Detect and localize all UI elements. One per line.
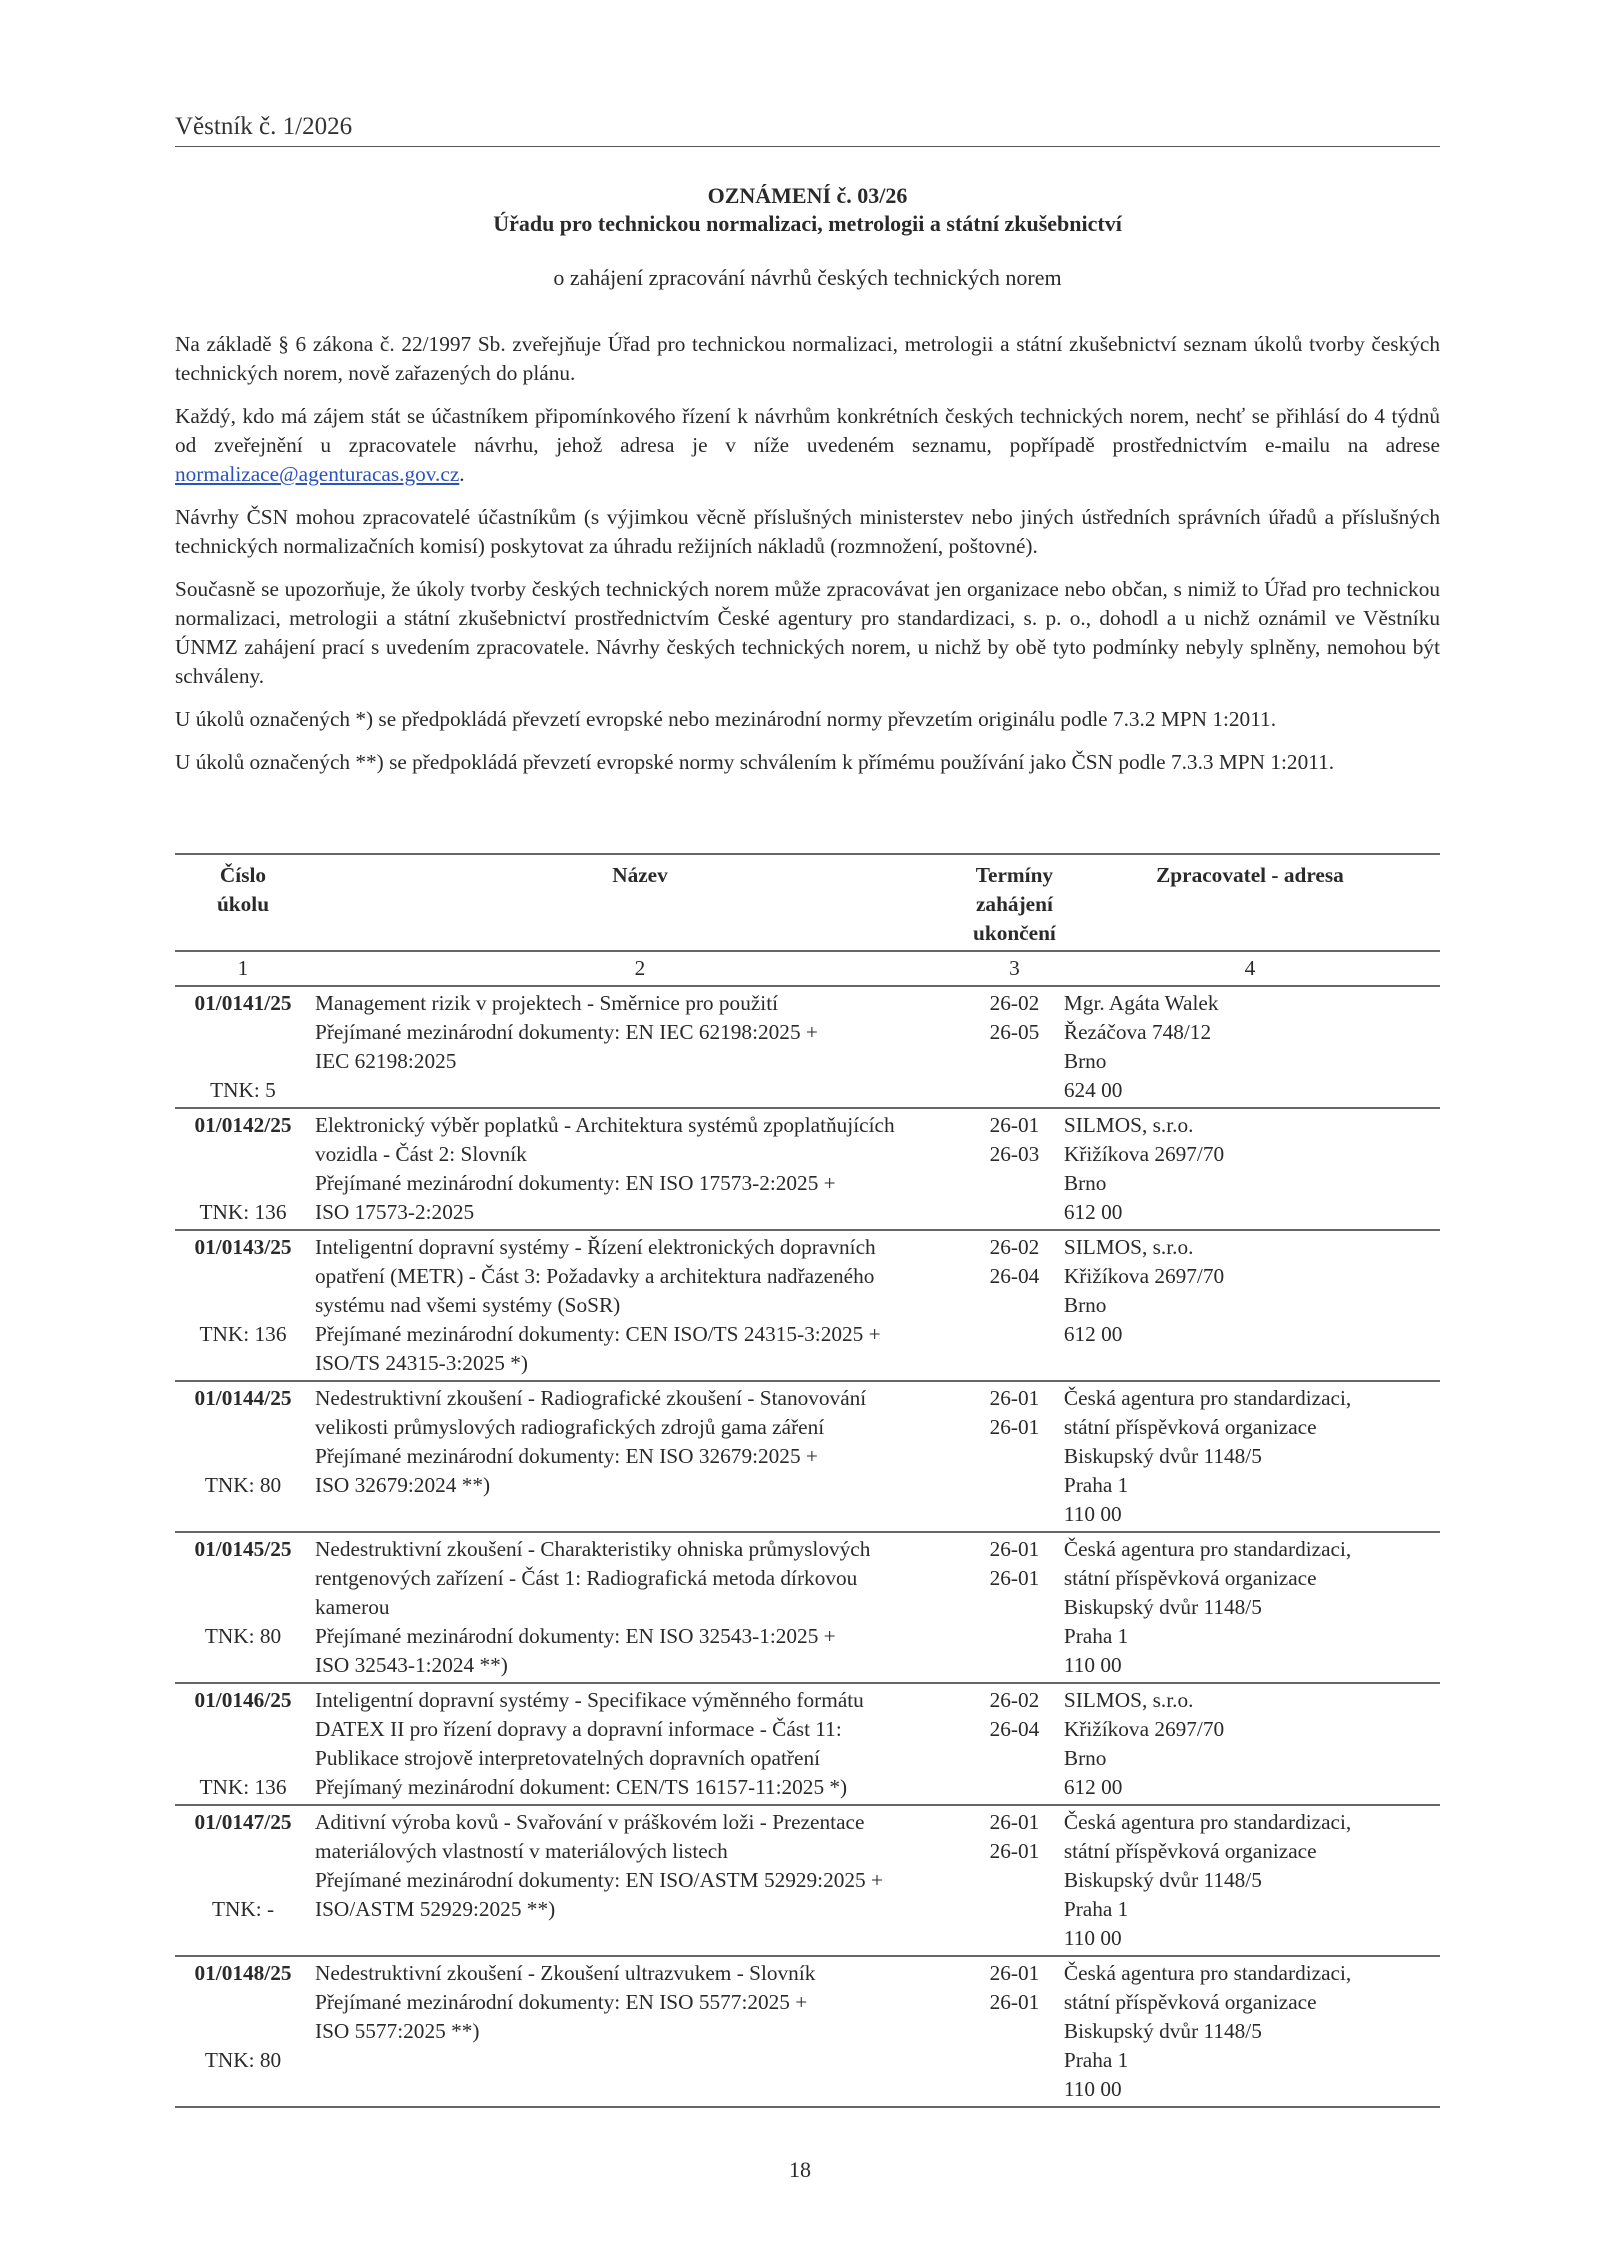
spacer <box>179 1837 307 1866</box>
task-name-line: Aditivní výroba kovů - Svařování v práškovém loži - Prezentace <box>315 1810 865 1834</box>
issuer-title: Úřadu pro technickou normalizaci, metrologii a státní zkušebnictví <box>493 211 1122 236</box>
header-task-number-line: Číslo <box>219 863 267 887</box>
task-name-line: Nedestruktivní zkoušení - Zkoušení ultrazvukem - Slovník <box>315 1961 816 1985</box>
tasks-table <box>175 853 1440 2108</box>
email-link[interactable]: normalizace@agenturacas.gov.cz <box>175 462 460 486</box>
task-name-line: ISO 32679:2024 **) <box>315 1473 491 1497</box>
address-line: Křižíkova 2697/70 <box>1063 1264 1225 1288</box>
end-date: 26-01 <box>989 1990 1040 2014</box>
processor-address-cell <box>1060 1956 1440 2107</box>
paragraph-legal-basis: Na základě § 6 zákona č. 22/1997 Sb. zveřejňuje Úřad pro technickou normalizaci, metrologii a státní zkušebnictví seznam úkolů tvorby českých technických norem, nově zařazených do plánu. <box>175 332 1440 385</box>
address-line: Česká agentura pro standardizaci, <box>1063 1386 1352 1410</box>
task-name-line: Nedestruktivní zkoušení - Charakteristiky ohniska průmyslových <box>315 1537 871 1561</box>
title-block <box>175 182 1440 292</box>
address-line: státní příspěvková organizace <box>1063 1990 1317 2014</box>
paragraph-fees: Návrhy ČSN mohou zpracovatelé účastníkům (s výjimkou věcně příslušných ministerstev nebo jiných ústředních správních úřadů a příslušných technických normalizačních komisí) poskytovat za úhradu režijních nákladů (rozmnožení, poštovné). <box>175 505 1440 558</box>
header-name: Název <box>612 863 668 887</box>
tnk-label: TNK: 80 <box>204 2048 282 2072</box>
task-name-cell <box>311 986 969 1108</box>
address-line: 110 00 <box>1063 1653 1122 1677</box>
body-text <box>175 330 1440 791</box>
end-date: 26-04 <box>989 1264 1040 1288</box>
task-name-line: rentgenových zařízení - Část 1: Radiografická metoda dírkovou <box>315 1566 858 1590</box>
spacer <box>179 1866 307 1895</box>
task-dates-cell <box>969 1683 1060 1805</box>
address-line: státní příspěvková organizace <box>1063 1415 1317 1439</box>
address-line: 110 00 <box>1063 2077 1122 2101</box>
address-line: státní příspěvková organizace <box>1063 1839 1317 1863</box>
address-line: Česká agentura pro standardizaci, <box>1063 1961 1352 1985</box>
tnk-label: TNK: - <box>211 1897 275 1921</box>
address-line: Brno <box>1063 1746 1107 1770</box>
table-row <box>175 1805 1440 1956</box>
address-line: Křižíkova 2697/70 <box>1063 1717 1225 1741</box>
paragraph-participation-end: . <box>459 462 465 486</box>
end-date: 26-01 <box>989 1839 1040 1863</box>
task-name-line: DATEX II pro řízení dopravy a dopravní informace - Část 11: <box>315 1717 842 1741</box>
page-number: 18 <box>789 2157 811 2182</box>
start-date: 26-01 <box>989 1386 1040 1410</box>
announcement-title: OZNÁMENÍ č. 03/26 <box>707 183 908 208</box>
paragraph-footnote-single-star: U úkolů označených *) se předpokládá převzetí evropské nebo mezinárodní normy převzetím originálu podle 7.3.2 MPN 1:2011. <box>175 707 1277 731</box>
paragraph-participation-text: Každý, kdo má zájem stát se účastníkem připomínkového řízení k návrhům konkrétních českých technických norem, nechť se přihlásí do 4 týdnů od zveřejnění u zpracovatele návrhu, jehož adresa je v níže uvedeném seznamu, popřípadě prostřednictvím e-mailu na adrese <box>175 404 1440 457</box>
task-name-line: Publikace strojově interpretovatelných dopravních opatření <box>315 1746 821 1770</box>
task-name-line: kamerou <box>315 1595 390 1619</box>
task-dates-cell <box>969 1230 1060 1381</box>
task-name-line: opatření (METR) - Část 3: Požadavky a architektura nadřazeného <box>315 1264 875 1288</box>
tasks-table-wrapper <box>175 853 1440 2108</box>
processor-address-cell <box>1060 986 1440 1108</box>
column-number: 1 <box>237 956 249 980</box>
address-line: Praha 1 <box>1063 1624 1129 1648</box>
table-header-row <box>175 854 1440 951</box>
task-name-line: Přejímaný mezinárodní dokument: CEN/TS 16157-11:2025 *) <box>315 1775 848 1799</box>
table-row <box>175 986 1440 1108</box>
spacer <box>179 1442 307 1471</box>
task-number-cell <box>175 1683 311 1805</box>
spacer <box>179 1169 307 1198</box>
tnk-label: TNK: 136 <box>199 1322 287 1346</box>
table-body <box>175 986 1440 2107</box>
table-row <box>175 1532 1440 1683</box>
address-line: 110 00 <box>1063 1502 1122 1526</box>
address-line: Biskupský dvůr 1148/5 <box>1063 1444 1262 1468</box>
task-name-line: ISO 5577:2025 **) <box>315 2019 480 2043</box>
address-line: Praha 1 <box>1063 1473 1129 1497</box>
task-name-cell <box>311 1805 969 1956</box>
address-line: 624 00 <box>1063 1078 1123 1102</box>
address-line: Křižíkova 2697/70 <box>1063 1142 1225 1166</box>
task-name-cell <box>311 1956 969 2107</box>
task-name-cell <box>311 1230 969 1381</box>
spacer <box>179 2017 307 2046</box>
column-number: 4 <box>1244 956 1256 980</box>
task-number-cell <box>175 1532 311 1683</box>
header-processor-address: Zpracovatel - adresa <box>1156 863 1344 887</box>
end-date: 26-01 <box>989 1415 1040 1439</box>
address-line: Biskupský dvůr 1148/5 <box>1063 1868 1262 1892</box>
spacer <box>179 1291 307 1320</box>
spacer <box>179 1018 307 1047</box>
spacer <box>179 1140 307 1169</box>
task-name-line: IEC 62198:2025 <box>315 1049 457 1073</box>
address-line: státní příspěvková organizace <box>1063 1566 1317 1590</box>
start-date: 26-01 <box>989 1537 1040 1561</box>
task-name-line: Inteligentní dopravní systémy - Specifikace výměnného formátu <box>315 1688 864 1712</box>
start-date: 26-02 <box>989 1688 1040 1712</box>
table-row <box>175 1108 1440 1230</box>
address-line: SILMOS, s.r.o. <box>1063 1235 1194 1259</box>
task-name-line: Přejímané mezinárodní dokumenty: EN ISO 5577:2025 + <box>315 1990 808 2014</box>
address-line: Praha 1 <box>1063 2048 1129 2072</box>
address-line: Česká agentura pro standardizaci, <box>1063 1537 1352 1561</box>
address-line: 612 00 <box>1063 1775 1123 1799</box>
spacer <box>179 1564 307 1593</box>
paragraph-footnote-double-star: U úkolů označených **) se předpokládá převzetí evropské normy schválením k přímému používání jako ČSN podle 7.3.3 MPN 1:2011. <box>175 750 1335 774</box>
task-name-line: Přejímané mezinárodní dokumenty: CEN ISO/TS 24315-3:2025 + <box>315 1322 881 1346</box>
task-name-cell <box>311 1532 969 1683</box>
task-id: 01/0147/25 <box>194 1810 292 1834</box>
address-line: 612 00 <box>1063 1200 1123 1224</box>
column-number: 2 <box>634 956 646 980</box>
address-line: Česká agentura pro standardizaci, <box>1063 1810 1352 1834</box>
task-id: 01/0148/25 <box>194 1961 292 1985</box>
address-line: Biskupský dvůr 1148/5 <box>1063 2019 1262 2043</box>
address-line: Mgr. Agáta Walek <box>1063 991 1219 1015</box>
processor-address-cell <box>1060 1230 1440 1381</box>
address-line: SILMOS, s.r.o. <box>1063 1688 1194 1712</box>
address-line: Biskupský dvůr 1148/5 <box>1063 1595 1262 1619</box>
task-id: 01/0146/25 <box>194 1688 292 1712</box>
task-name-line: Přejímané mezinárodní dokumenty: EN ISO 32679:2025 + <box>315 1444 818 1468</box>
address-line: Řezáčova 748/12 <box>1063 1020 1212 1044</box>
task-name-line: Přejímané mezinárodní dokumenty: EN IEC 62198:2025 + <box>315 1020 818 1044</box>
processor-address-cell <box>1060 1805 1440 1956</box>
task-name-line: Nedestruktivní zkoušení - Radiografické zkoušení - Stanovování <box>315 1386 867 1410</box>
processor-address-cell <box>1060 1532 1440 1683</box>
task-name-line: systému nad všemi systémy (SoSR) <box>315 1293 621 1317</box>
task-id: 01/0145/25 <box>194 1537 292 1561</box>
task-name-line: vozidla - Část 2: Slovník <box>315 1142 527 1166</box>
header-task-number <box>175 854 311 951</box>
address-line: Praha 1 <box>1063 1897 1129 1921</box>
task-name-line: Management rizik v projektech - Směrnice pro použití <box>315 991 779 1015</box>
start-date: 26-01 <box>989 1961 1040 1985</box>
task-number-cell <box>175 1956 311 2107</box>
task-name-cell <box>311 1381 969 1532</box>
end-date: 26-05 <box>989 1020 1040 1044</box>
paragraph-participation <box>175 402 1440 489</box>
end-date: 26-04 <box>989 1717 1040 1741</box>
header-dates <box>969 854 1060 951</box>
task-name-line: ISO 32543-1:2024 **) <box>315 1653 508 1677</box>
table-row <box>175 1230 1440 1381</box>
task-number-cell <box>175 1805 311 1956</box>
task-dates-cell <box>969 1956 1060 2107</box>
task-name-line: Přejímané mezinárodní dokumenty: EN ISO 32543-1:2025 + <box>315 1624 836 1648</box>
task-name-line: Přejímané mezinárodní dokumenty: EN ISO/ASTM 52929:2025 + <box>315 1868 884 1892</box>
tnk-label: TNK: 80 <box>204 1624 282 1648</box>
task-name-line: ISO/TS 24315-3:2025 *) <box>315 1351 528 1375</box>
task-name-cell <box>311 1683 969 1805</box>
task-name-line: Inteligentní dopravní systémy - Řízení elektronických dopravních <box>315 1235 876 1259</box>
spacer <box>179 1047 307 1076</box>
running-header: Věstník č. 1/2026 <box>175 112 1440 147</box>
task-dates-cell <box>969 1108 1060 1230</box>
task-dates-cell <box>969 1381 1060 1532</box>
task-name-line: materiálových vlastností v materiálových listech <box>315 1839 728 1863</box>
table-row <box>175 1956 1440 2107</box>
task-number-cell <box>175 1381 311 1532</box>
header-dates-line: zahájení <box>975 892 1053 916</box>
task-name-line: Přejímané mezinárodní dokumenty: EN ISO 17573-2:2025 + <box>315 1171 836 1195</box>
table-row <box>175 1381 1440 1532</box>
start-date: 26-02 <box>989 991 1040 1015</box>
task-id: 01/0144/25 <box>194 1386 292 1410</box>
tnk-label: TNK: 80 <box>204 1473 282 1497</box>
task-dates-cell <box>969 986 1060 1108</box>
header-dates-line: ukončení <box>973 921 1056 945</box>
task-id: 01/0143/25 <box>194 1235 292 1259</box>
task-number-cell <box>175 1108 311 1230</box>
task-id: 01/0141/25 <box>194 991 292 1015</box>
column-number: 3 <box>1009 956 1020 980</box>
header-dates-line: Termíny <box>975 863 1054 887</box>
tnk-label: TNK: 136 <box>199 1775 287 1799</box>
start-date: 26-01 <box>989 1810 1040 1834</box>
paragraph-notice: Současně se upozorňuje, že úkoly tvorby českých technických norem může zpracovávat jen organizace nebo občan, s nimiž to Úřad pro technickou normalizaci, metrologii a státní zkušebnictví prostřednictvím České agentury pro standardizaci, s. p. o., dohodl a u nichž oznámil ve Věstníku ÚNMZ zahájení prací s uvedením zpracovatele. Návrhy českých technických norem, u nichž by obě tyto podmínky nebyly splněny, nemohou být schváleny. <box>175 577 1440 688</box>
end-date: 26-01 <box>989 1566 1040 1590</box>
address-line: Brno <box>1063 1049 1107 1073</box>
address-line: Brno <box>1063 1293 1107 1317</box>
task-number-cell <box>175 1230 311 1381</box>
spacer <box>179 1413 307 1442</box>
address-line: SILMOS, s.r.o. <box>1063 1113 1194 1137</box>
start-date: 26-02 <box>989 1235 1040 1259</box>
address-line: 612 00 <box>1063 1322 1123 1346</box>
spacer <box>179 1262 307 1291</box>
end-date: 26-03 <box>989 1142 1040 1166</box>
tnk-label: TNK: 136 <box>199 1200 287 1224</box>
processor-address-cell <box>1060 1108 1440 1230</box>
tnk-label: TNK: 5 <box>210 1078 276 1102</box>
task-name-line: ISO/ASTM 52929:2025 **) <box>315 1897 556 1921</box>
task-number-cell <box>175 986 311 1108</box>
task-name-line: velikosti průmyslových radiografických zdrojů gama záření <box>315 1415 825 1439</box>
spacer <box>179 1988 307 2017</box>
spacer <box>179 1744 307 1773</box>
spacer <box>179 1715 307 1744</box>
start-date: 26-01 <box>989 1113 1040 1137</box>
column-number-row <box>175 951 1440 986</box>
header-task-number-line: úkolu <box>216 892 270 916</box>
table-row <box>175 1683 1440 1805</box>
task-dates-cell <box>969 1805 1060 1956</box>
processor-address-cell <box>1060 1381 1440 1532</box>
announcement-subject: o zahájení zpracování návrhů českých technických norem <box>553 265 1062 290</box>
task-name-line: Elektronický výběr poplatků - Architektura systémů zpoplatňujících <box>315 1113 895 1137</box>
task-name-cell <box>311 1108 969 1230</box>
address-line: Brno <box>1063 1171 1107 1195</box>
processor-address-cell <box>1060 1683 1440 1805</box>
spacer <box>179 1593 307 1622</box>
task-dates-cell <box>969 1532 1060 1683</box>
task-name-line: ISO 17573-2:2025 <box>315 1200 475 1224</box>
task-id: 01/0142/25 <box>194 1113 292 1137</box>
address-line: 110 00 <box>1063 1926 1122 1950</box>
